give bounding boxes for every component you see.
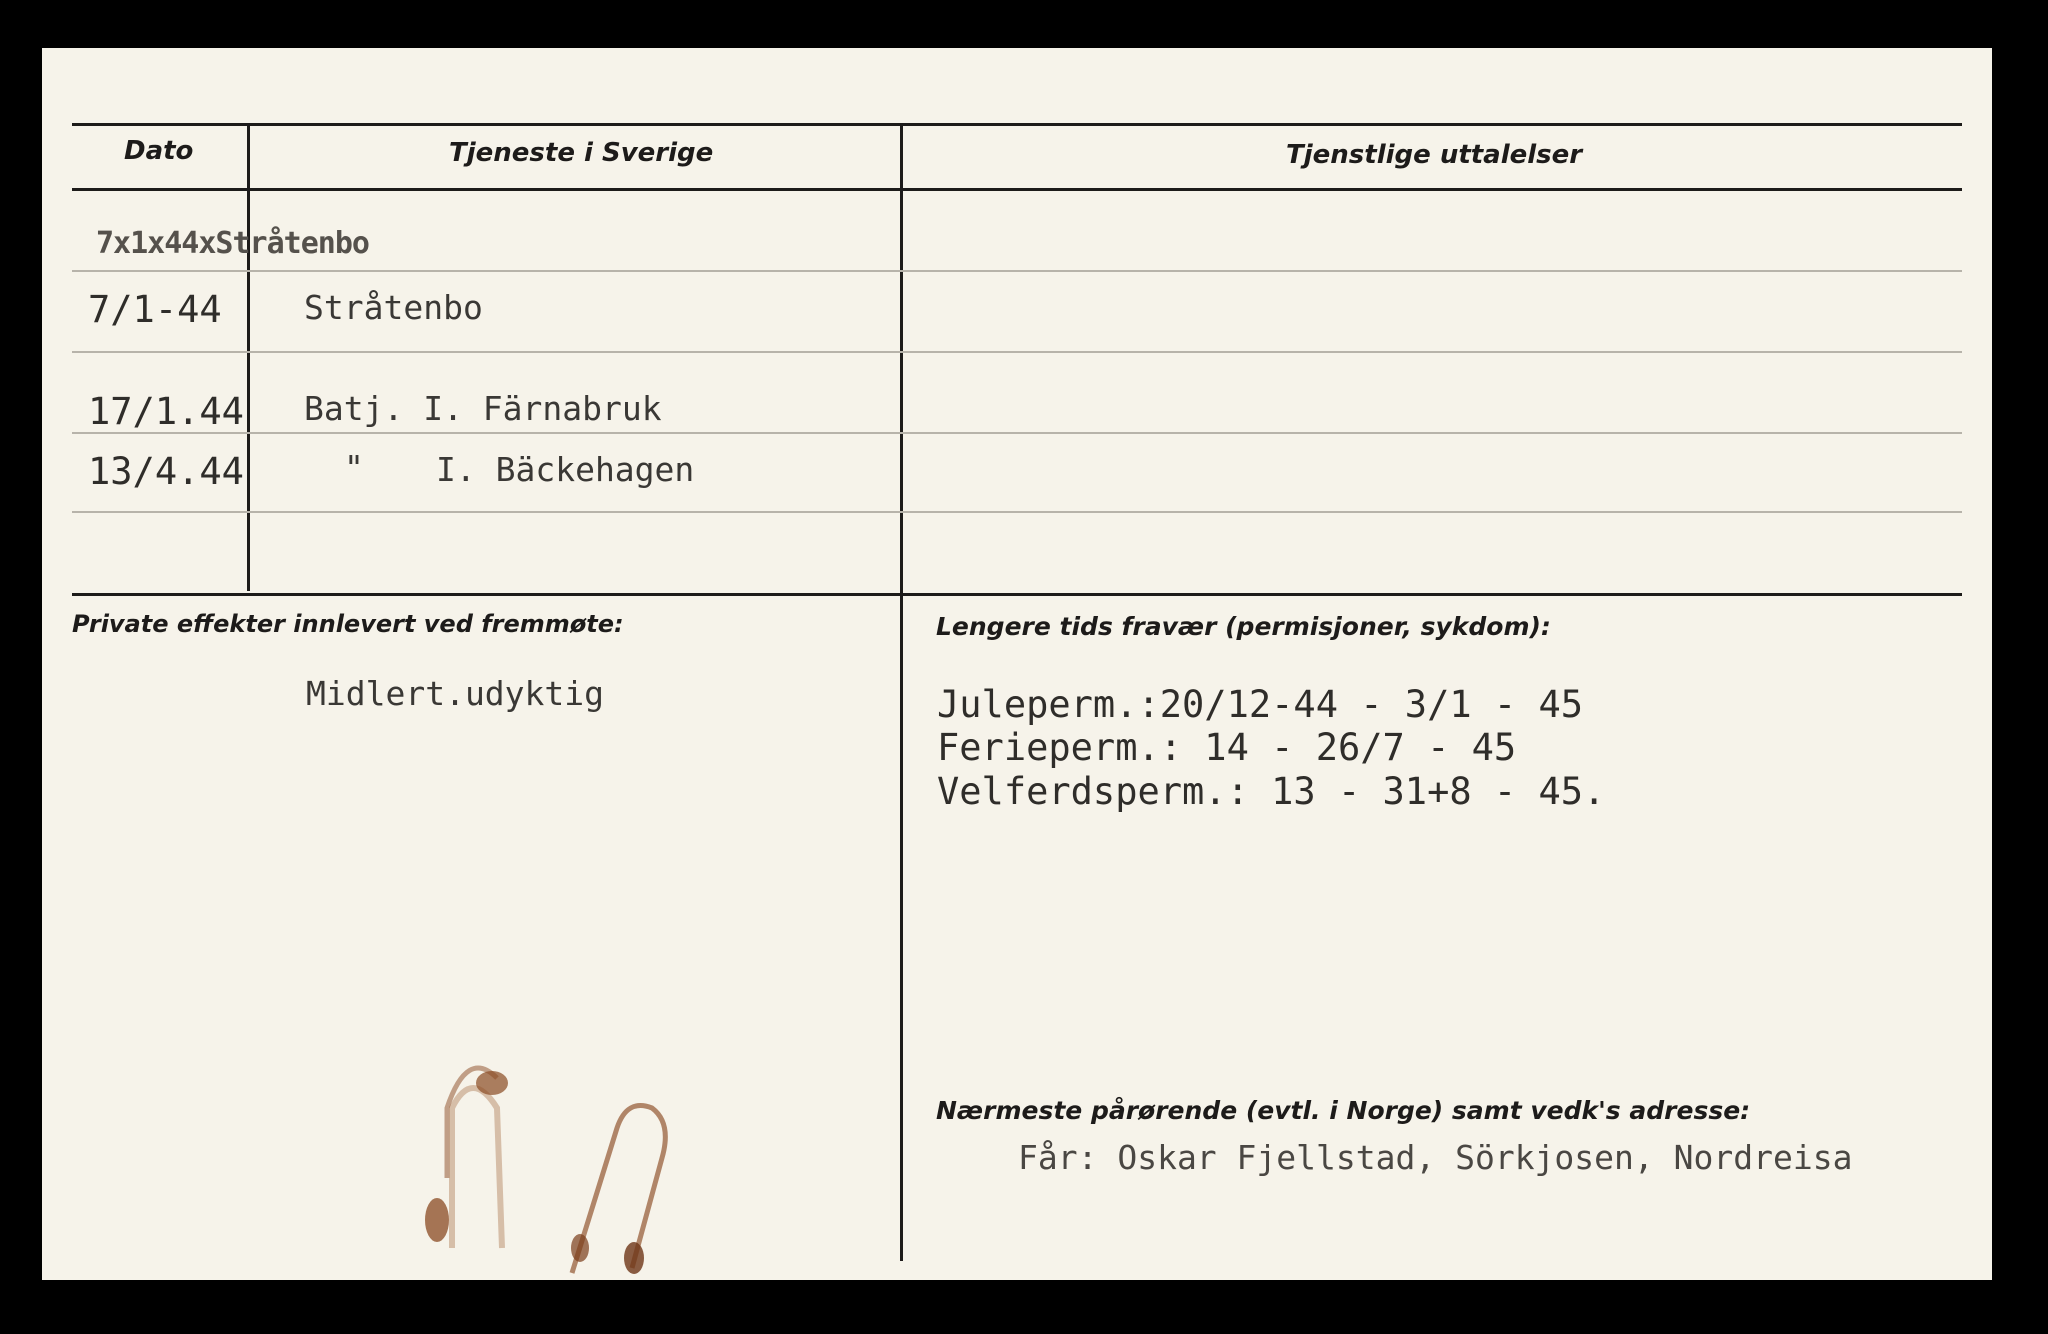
row-date: 17/1.44 bbox=[88, 390, 244, 433]
private-effekter-label: Private effekter innlevert ved fremmøte: bbox=[72, 610, 624, 638]
tjeneste-header: Tjeneste i Sverige bbox=[449, 138, 714, 168]
row-date: 13/4.44 bbox=[88, 450, 244, 493]
paarorende-label: Nærmeste pårørende (evtl. i Norge) samt vedk's adresse: bbox=[936, 1096, 1751, 1125]
dato-header: Dato bbox=[124, 136, 194, 166]
struck-entry: 7x1x44xStråtenbo bbox=[96, 226, 369, 261]
fravaer-line: Velferdsperm.: 13 - 31+8 - 45. bbox=[937, 770, 1606, 813]
fravaer-line: Ferieperm.: 14 - 26/7 - 45 bbox=[937, 726, 1517, 769]
fravaer-label: Lengere tids fravær (permisjoner, sykdom): bbox=[936, 612, 1551, 641]
uttalelser-header: Tjenstlige uttalelser bbox=[1286, 140, 1583, 170]
row-service: Batj. I. Färnabruk bbox=[304, 389, 662, 428]
private-effekter-value: Midlert.udyktig bbox=[306, 674, 605, 713]
registration-card bbox=[42, 48, 1992, 1280]
rust-stains bbox=[42, 48, 1992, 1280]
fravaer-line: Juleperm.:20/12-44 - 3/1 - 45 bbox=[937, 683, 1584, 726]
row-service: I. Bäckehagen bbox=[436, 450, 695, 489]
row-ditto-mark: " bbox=[344, 448, 364, 487]
paarorende-value: Får: Oskar Fjellstad, Sörkjosen, Nordreisa bbox=[1018, 1138, 1853, 1177]
row-service: Stråtenbo bbox=[304, 288, 483, 327]
row-date: 7/1-44 bbox=[88, 288, 222, 331]
